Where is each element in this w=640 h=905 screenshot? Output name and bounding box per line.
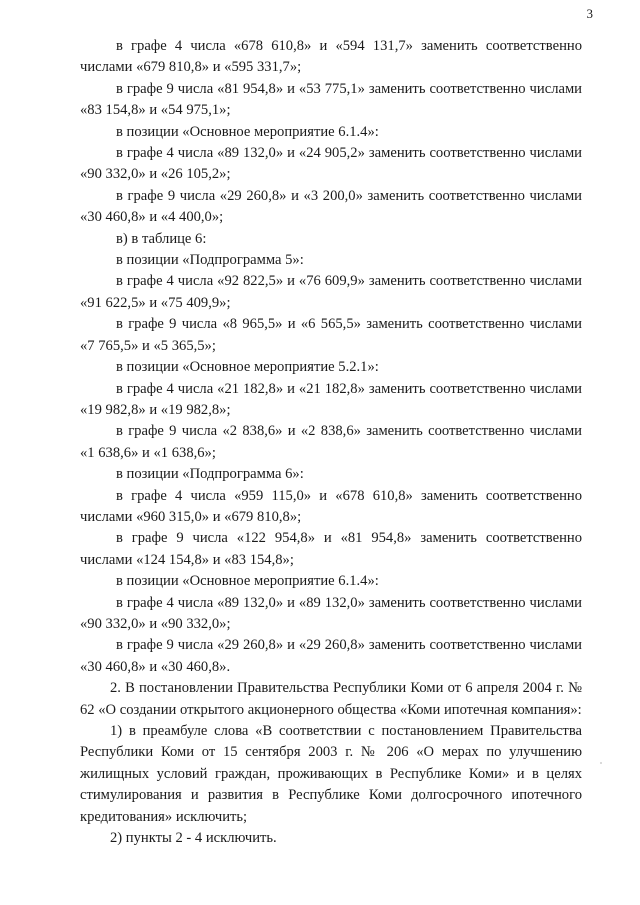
paragraph: в графе 9 числа «29 260,8» и «29 260,8» заменить соответственно числами «30 460,8» и «30 460,8». <box>80 637 582 675</box>
paragraph: в графе 9 числа «2 838,6» и «2 838,6» заменить соответственно числами «1 638,6» и «1 638,6»; <box>80 423 582 461</box>
paragraph: в графе 4 числа «89 132,0» и «24 905,2» заменить соответственно числами «90 332,0» и «26 105,2»; <box>80 145 582 183</box>
paragraph: 2) пункты 2 - 4 исключить. <box>110 830 277 847</box>
paragraph: в позиции «Подпрограмма 5»: <box>116 252 304 269</box>
paragraph: в графе 9 числа «122 954,8» и «81 954,8» заменить соответственно числами «124 154,8» и «83 154,8»; <box>80 530 582 568</box>
paragraph: в графе 4 числа «21 182,8» и «21 182,8» заменить соответственно числами «19 982,8» и «19 982,8»; <box>80 380 582 418</box>
paragraph: 2. В постановлении Правительства Республики Коми от 6 апреля 2004 г. № 62 «О создании открытого акционерного общества «Коми ипотечная компания»: <box>80 680 582 718</box>
paragraph: в позиции «Основное мероприятие 5.2.1»: <box>116 359 379 376</box>
paragraph: в графе 4 числа «678 610,8» и «594 131,7» заменить соответственно числами «679 810,8» и «595 331,7»; <box>80 38 582 76</box>
paragraph: в графе 9 числа «81 954,8» и «53 775,1» заменить соответственно числами «83 154,8» и «54 975,1»; <box>80 80 582 119</box>
paragraph: в графе 4 числа «92 822,5» и «76 609,9» заменить соответственно числами «91 622,5» и «75 409,9»; <box>80 273 582 311</box>
paragraph: в позиции «Основное мероприятие 6.1.4»: <box>116 573 379 590</box>
paragraph: в позиции «Основное мероприятие 6.1.4»: <box>116 123 379 140</box>
paragraph: в графе 4 числа «959 115,0» и «678 610,8» заменить соответственно числами «960 315,0» и «679 810,8»; <box>80 487 582 525</box>
paragraph: в графе 9 числа «29 260,8» и «3 200,0» заменить соответственно числами «30 460,8» и «4 400,0»; <box>80 187 582 226</box>
paragraph: в графе 9 числа «8 965,5» и «6 565,5» заменить соответственно числами «7 765,5» и «5 365,5»; <box>80 316 582 354</box>
paragraph: 1) в преамбуле слова «В соответствии с постановлением Правительства Республики Коми от 15 сентября 2003 г. № 206 «О мерах по улучшению жилищных условий граждан, проживающих в Республике Коми» и в целях стимулирования и развития в Республике Коми долгосрочного ипотечного кредитования» исключить; <box>80 723 582 825</box>
paragraph: в графе 4 числа «89 132,0» и «89 132,0» заменить соответственно числами «90 332,0» и «90 332,0»; <box>80 594 582 632</box>
document-body <box>80 36 582 849</box>
page-number: 3 <box>586 6 593 21</box>
scan-speck <box>600 762 602 764</box>
paragraph: в) в таблице 6: <box>116 230 207 247</box>
paragraph: в позиции «Подпрограмма 6»: <box>116 466 304 483</box>
